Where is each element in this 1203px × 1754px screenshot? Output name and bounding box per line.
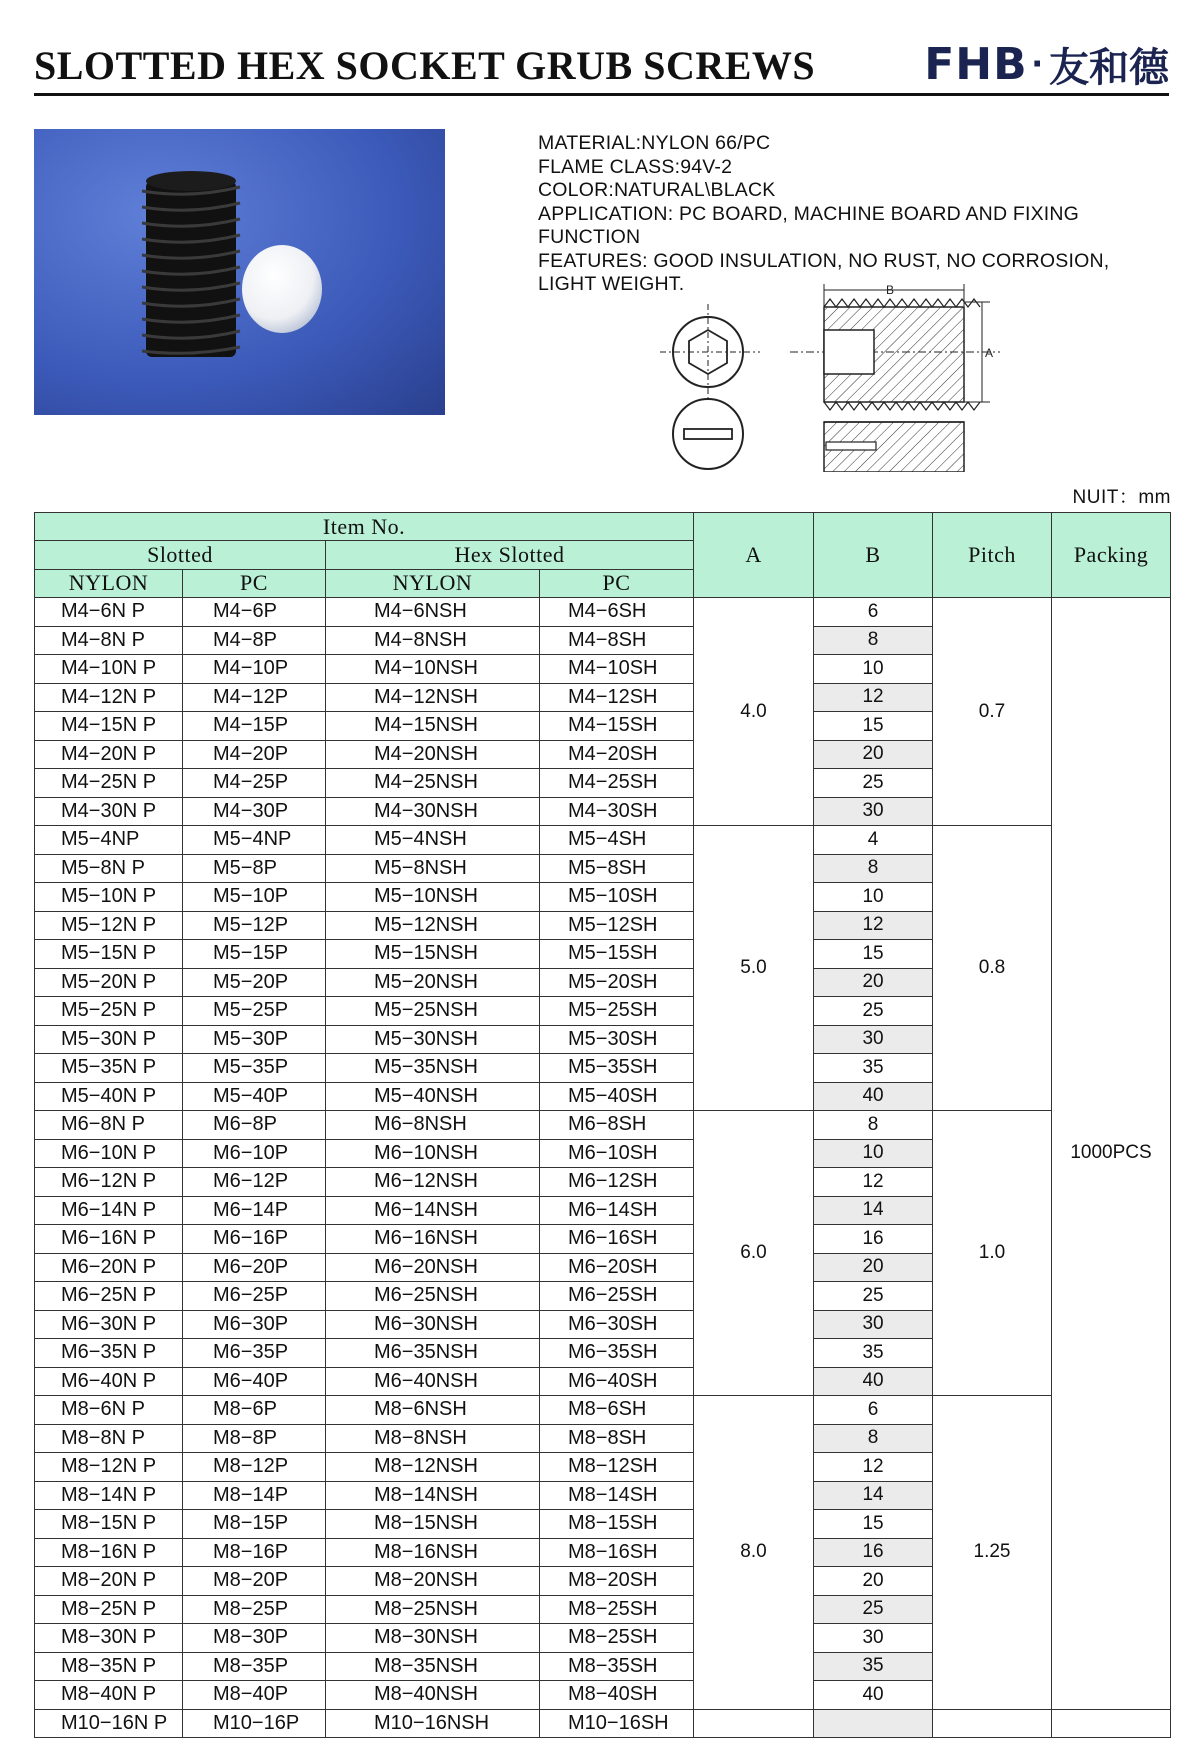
slotted-nylon-cell: M6−12N P (35, 1168, 183, 1197)
slotted-nylon-cell: M8−30N P (35, 1624, 183, 1653)
b-value-cell: 8 (814, 1424, 933, 1453)
b-value-cell: 35 (814, 1054, 933, 1083)
b-value-cell: 25 (814, 1282, 933, 1311)
hex-nylon-cell: M4−30NSH (326, 797, 540, 826)
table-row (35, 826, 1171, 855)
hex-pc-cell: M5−8SH (540, 854, 694, 883)
slotted-nylon-cell: M4−6N P (35, 598, 183, 627)
b-value-cell: 15 (814, 712, 933, 741)
hex-pc-cell: M6−25SH (540, 1282, 694, 1311)
b-value-cell: 20 (814, 1253, 933, 1282)
slotted-nylon-cell: M6−10N P (35, 1139, 183, 1168)
slotted-nylon-cell: M6−35N P (35, 1339, 183, 1368)
b-value-cell: 25 (814, 769, 933, 798)
unit-label: NUIT：mm (1072, 487, 1171, 508)
b-value-cell: 4 (814, 826, 933, 855)
hex-nylon-cell: M5−30NSH (326, 1025, 540, 1054)
b-value-cell: 14 (814, 1481, 933, 1510)
hex-pc-cell: M6−10SH (540, 1139, 694, 1168)
slotted-nylon-cell: M8−16N P (35, 1538, 183, 1567)
slotted-pc-cell: M8−6P (183, 1396, 326, 1425)
hex-nylon-cell: M8−14NSH (326, 1481, 540, 1510)
hex-pc-cell: M4−30SH (540, 797, 694, 826)
slotted-nylon-cell: M8−20N P (35, 1567, 183, 1596)
hex-pc-cell: M6−30SH (540, 1310, 694, 1339)
hex-nylon-cell: M4−15NSH (326, 712, 540, 741)
slotted-pc-cell: M6−14P (183, 1196, 326, 1225)
hex-nylon-cell: M5−4NSH (326, 826, 540, 855)
hex-nylon-cell: M6−40NSH (326, 1367, 540, 1396)
b-value-cell: 16 (814, 1538, 933, 1567)
hex-pc-cell: M5−12SH (540, 911, 694, 940)
slotted-pc-cell: M8−30P (183, 1624, 326, 1653)
hex-pc-cell: M8−14SH (540, 1481, 694, 1510)
slotted-pc-cell: M4−15P (183, 712, 326, 741)
slotted-nylon-cell: M5−15N P (35, 940, 183, 969)
hex-nylon-cell: M5−10NSH (326, 883, 540, 912)
hex-pc-cell: M8−12SH (540, 1453, 694, 1482)
hex-nylon-cell: M6−25NSH (326, 1282, 540, 1311)
slotted-pc-cell: M6−10P (183, 1139, 326, 1168)
side-section-lower (824, 422, 964, 472)
dim-label-b: B (886, 283, 895, 297)
hex-pc-cell: M5−40SH (540, 1082, 694, 1111)
hex-pc-cell: M10−16SH (540, 1709, 694, 1738)
b-value-cell: 30 (814, 1025, 933, 1054)
hex-pc-cell: M5−20SH (540, 968, 694, 997)
b-value-cell: 35 (814, 1652, 933, 1681)
slotted-nylon-cell: M5−4NP (35, 826, 183, 855)
hex-nylon-cell: M6−30NSH (326, 1310, 540, 1339)
slotted-pc-cell: M8−14P (183, 1481, 326, 1510)
b-value-cell: 12 (814, 1168, 933, 1197)
slotted-nylon-cell: M5−25N P (35, 997, 183, 1026)
slotted-pc-cell: M6−25P (183, 1282, 326, 1311)
side-section-upper (790, 284, 1000, 410)
slotted-nylon-cell: M4−20N P (35, 740, 183, 769)
spec-list (538, 132, 1178, 297)
hex-pc-cell: M8−35SH (540, 1652, 694, 1681)
table-row (35, 598, 1171, 627)
slotted-nylon-cell: M6−30N P (35, 1310, 183, 1339)
hex-nylon-cell: M4−20NSH (326, 740, 540, 769)
slotted-pc-cell: M4−30P (183, 797, 326, 826)
hex-pc-cell: M8−15SH (540, 1510, 694, 1539)
slotted-nylon-cell: M6−40N P (35, 1367, 183, 1396)
hex-pc-cell: M5−25SH (540, 997, 694, 1026)
hex-nylon-cell: M8−20NSH (326, 1567, 540, 1596)
table-row (35, 1111, 1171, 1140)
pitch-value-cell: 1.25 (933, 1396, 1052, 1710)
hex-nylon-cell: M5−25NSH (326, 997, 540, 1026)
slotted-pc-cell: M8−16P (183, 1538, 326, 1567)
logo-latin: FHB (924, 39, 1028, 90)
logo-cjk: 友和德 (1049, 45, 1169, 91)
slotted-pc-cell: M5−4NP (183, 826, 326, 855)
slotted-pc-cell: M6−30P (183, 1310, 326, 1339)
pitch-value-cell: 0.7 (933, 598, 1052, 826)
hex-end-view (660, 304, 760, 400)
hex-nylon-cell: M8−6NSH (326, 1396, 540, 1425)
hex-pc-cell: M5−10SH (540, 883, 694, 912)
hex-nylon-cell: M5−8NSH (326, 854, 540, 883)
slotted-nylon-cell: M6−20N P (35, 1253, 183, 1282)
pitch-value-cell (933, 1709, 1052, 1738)
slotted-nylon-cell: M5−30N P (35, 1025, 183, 1054)
slotted-pc-cell: M5−40P (183, 1082, 326, 1111)
hex-pc-cell: M4−15SH (540, 712, 694, 741)
slotted-nylon-cell: M10−16N P (35, 1709, 183, 1738)
hex-pc-cell: M8−20SH (540, 1567, 694, 1596)
b-value-cell: 35 (814, 1339, 933, 1368)
hex-pc-cell: M6−12SH (540, 1168, 694, 1197)
hex-nylon-cell: M8−30NSH (326, 1624, 540, 1653)
dim-label-a: A (985, 346, 994, 360)
packing-value-cell: 1000PCS (1052, 598, 1171, 1710)
hex-nylon-cell: M5−20NSH (326, 968, 540, 997)
hex-nylon-cell: M5−35NSH (326, 1054, 540, 1083)
a-value-cell: 4.0 (694, 598, 814, 826)
technical-drawing (660, 282, 1180, 477)
hex-pc-cell: M5−15SH (540, 940, 694, 969)
hex-pc-cell: M4−8SH (540, 626, 694, 655)
slotted-pc-cell: M8−20P (183, 1567, 326, 1596)
b-value-cell (814, 1709, 933, 1738)
slotted-nylon-cell: M8−15N P (35, 1510, 183, 1539)
slotted-pc-cell: M5−25P (183, 997, 326, 1026)
slotted-nylon-cell: M8−12N P (35, 1453, 183, 1482)
slotted-nylon-cell: M4−25N P (35, 769, 183, 798)
hex-pc-cell: M8−8SH (540, 1424, 694, 1453)
slotted-pc-cell: M6−35P (183, 1339, 326, 1368)
hex-pc-cell: M8−40SH (540, 1681, 694, 1710)
slotted-pc-cell: M5−8P (183, 854, 326, 883)
hex-pc-cell: M4−20SH (540, 740, 694, 769)
slotted-nylon-cell: M6−14N P (35, 1196, 183, 1225)
slotted-nylon-cell: M4−30N P (35, 797, 183, 826)
b-value-cell: 40 (814, 1367, 933, 1396)
hex-nylon-cell: M4−12NSH (326, 683, 540, 712)
hex-pc-cell: M6−14SH (540, 1196, 694, 1225)
slotted-pc-cell: M4−6P (183, 598, 326, 627)
slotted-nylon-cell: M6−16N P (35, 1225, 183, 1254)
header-packing: Packing (1052, 513, 1171, 598)
slotted-pc-cell: M6−16P (183, 1225, 326, 1254)
slotted-pc-cell: M5−30P (183, 1025, 326, 1054)
slotted-pc-cell: M5−10P (183, 883, 326, 912)
slotted-nylon-cell: M8−40N P (35, 1681, 183, 1710)
header-b: B (814, 513, 933, 598)
title-rule (34, 93, 1169, 96)
hex-nylon-cell: M4−8NSH (326, 626, 540, 655)
slotted-nylon-cell: M5−12N P (35, 911, 183, 940)
hex-pc-cell: M5−35SH (540, 1054, 694, 1083)
hex-nylon-cell: M8−15NSH (326, 1510, 540, 1539)
spec-features-cont: LIGHT WEIGHT. (538, 273, 685, 295)
table-body (35, 598, 1171, 1738)
a-value-cell: 5.0 (694, 826, 814, 1111)
hex-nylon-cell: M6−10NSH (326, 1139, 540, 1168)
hex-nylon-cell: M8−25NSH (326, 1595, 540, 1624)
a-value-cell: 8.0 (694, 1396, 814, 1710)
a-value-cell: 6.0 (694, 1111, 814, 1396)
b-value-cell: 20 (814, 740, 933, 769)
slotted-pc-cell: M6−8P (183, 1111, 326, 1140)
hex-nylon-cell: M5−12NSH (326, 911, 540, 940)
slotted-pc-cell: M5−35P (183, 1054, 326, 1083)
header-a: A (694, 513, 814, 598)
spec-application-cont: FUNCTION (538, 226, 641, 248)
hex-pc-cell: M8−25SH (540, 1624, 694, 1653)
hex-nylon-cell: M8−12NSH (326, 1453, 540, 1482)
hex-pc-cell: M6−20SH (540, 1253, 694, 1282)
b-value-cell: 12 (814, 683, 933, 712)
hex-pc-cell: M5−30SH (540, 1025, 694, 1054)
logo-dot: · (1031, 42, 1045, 86)
slotted-pc-cell: M6−40P (183, 1367, 326, 1396)
table-row (35, 1709, 1171, 1738)
slotted-nylon-cell: M8−8N P (35, 1424, 183, 1453)
b-value-cell: 12 (814, 911, 933, 940)
b-value-cell: 30 (814, 797, 933, 826)
hex-nylon-cell: M8−35NSH (326, 1652, 540, 1681)
slotted-pc-cell: M8−8P (183, 1424, 326, 1453)
header-slotted-nylon: NYLON (35, 569, 183, 598)
b-value-cell: 8 (814, 1111, 933, 1140)
header-hex-nylon: NYLON (326, 569, 540, 598)
hex-nylon-cell: M6−20NSH (326, 1253, 540, 1282)
slotted-pc-cell: M10−16P (183, 1709, 326, 1738)
slotted-nylon-cell: M6−8N P (35, 1111, 183, 1140)
hex-nylon-cell: M6−16NSH (326, 1225, 540, 1254)
hex-nylon-cell: M6−12NSH (326, 1168, 540, 1197)
a-value-cell (694, 1709, 814, 1738)
slotted-pc-cell: M8−12P (183, 1453, 326, 1482)
slotted-nylon-cell: M5−35N P (35, 1054, 183, 1083)
slotted-pc-cell: M5−20P (183, 968, 326, 997)
slotted-pc-cell: M8−15P (183, 1510, 326, 1539)
hex-pc-cell: M6−40SH (540, 1367, 694, 1396)
header-hex-slotted: Hex Slotted (326, 541, 694, 570)
slotted-pc-cell: M8−35P (183, 1652, 326, 1681)
slotted-pc-cell: M6−20P (183, 1253, 326, 1282)
header-item-no: Item No. (35, 513, 694, 541)
header-hex-pc: PC (540, 569, 694, 598)
slotted-nylon-cell: M8−14N P (35, 1481, 183, 1510)
slotted-pc-cell: M4−10P (183, 655, 326, 684)
b-value-cell: 40 (814, 1681, 933, 1710)
hex-pc-cell: M8−16SH (540, 1538, 694, 1567)
hex-pc-cell: M6−35SH (540, 1339, 694, 1368)
slotted-pc-cell: M5−12P (183, 911, 326, 940)
hex-nylon-cell: M4−6NSH (326, 598, 540, 627)
b-value-cell: 30 (814, 1310, 933, 1339)
spec-table (34, 512, 1171, 1738)
hex-pc-cell: M6−8SH (540, 1111, 694, 1140)
pitch-value-cell: 1.0 (933, 1111, 1052, 1396)
product-photo (34, 129, 445, 415)
b-value-cell: 25 (814, 997, 933, 1026)
hex-nylon-cell: M4−10NSH (326, 655, 540, 684)
slotted-nylon-cell: M4−15N P (35, 712, 183, 741)
header-pitch: Pitch (933, 513, 1052, 598)
slotted-nylon-cell: M4−10N P (35, 655, 183, 684)
hex-nylon-cell: M10−16NSH (326, 1709, 540, 1738)
slotted-nylon-cell: M4−12N P (35, 683, 183, 712)
hex-nylon-cell: M5−40NSH (326, 1082, 540, 1111)
slot-end-view (673, 399, 743, 469)
page-title: SLOTTED HEX SOCKET GRUB SCREWS (34, 43, 816, 88)
slotted-pc-cell: M6−12P (183, 1168, 326, 1197)
hex-nylon-cell: M6−14NSH (326, 1196, 540, 1225)
hex-nylon-cell: M6−8NSH (326, 1111, 540, 1140)
b-value-cell: 10 (814, 883, 933, 912)
b-value-cell: 10 (814, 655, 933, 684)
slotted-nylon-cell: M5−10N P (35, 883, 183, 912)
hex-nylon-cell: M6−35NSH (326, 1339, 540, 1368)
spec-material: MATERIAL:NYLON 66/PC (538, 132, 771, 154)
spec-features: FEATURES: GOOD INSULATION, NO RUST, NO CORROSION, (538, 249, 1110, 272)
slotted-nylon-cell: M8−35N P (35, 1652, 183, 1681)
b-value-cell: 15 (814, 1510, 933, 1539)
b-value-cell: 20 (814, 1567, 933, 1596)
b-value-cell: 14 (814, 1196, 933, 1225)
b-value-cell: 12 (814, 1453, 933, 1482)
hex-pc-cell: M4−12SH (540, 683, 694, 712)
slotted-pc-cell: M4−12P (183, 683, 326, 712)
spec-application: APPLICATION: PC BOARD, MACHINE BOARD AND FIXING (538, 202, 1080, 225)
hex-pc-cell: M5−4SH (540, 826, 694, 855)
header-slotted-pc: PC (183, 569, 326, 598)
slotted-pc-cell: M8−40P (183, 1681, 326, 1710)
spec-flame-class: FLAME CLASS:94V-2 (538, 155, 733, 178)
slotted-nylon-cell: M5−8N P (35, 854, 183, 883)
slotted-pc-cell: M4−25P (183, 769, 326, 798)
hex-pc-cell: M4−10SH (540, 655, 694, 684)
hex-pc-cell: M4−25SH (540, 769, 694, 798)
hex-nylon-cell: M5−15NSH (326, 940, 540, 969)
pitch-value-cell: 0.8 (933, 826, 1052, 1111)
hex-pc-cell: M8−25SH (540, 1595, 694, 1624)
hex-pc-cell: M6−16SH (540, 1225, 694, 1254)
b-value-cell: 16 (814, 1225, 933, 1254)
b-value-cell: 8 (814, 854, 933, 883)
slotted-pc-cell: M4−20P (183, 740, 326, 769)
slotted-nylon-cell: M5−40N P (35, 1082, 183, 1111)
b-value-cell: 20 (814, 968, 933, 997)
b-value-cell: 6 (814, 598, 933, 627)
b-value-cell: 10 (814, 1139, 933, 1168)
b-value-cell: 8 (814, 626, 933, 655)
hex-nylon-cell: M4−25NSH (326, 769, 540, 798)
hex-pc-cell: M8−6SH (540, 1396, 694, 1425)
hex-nylon-cell: M8−16NSH (326, 1538, 540, 1567)
b-value-cell: 30 (814, 1624, 933, 1653)
packing-empty-cell (1052, 1709, 1171, 1738)
header-slotted: Slotted (35, 541, 326, 570)
table-row (35, 1396, 1171, 1425)
b-value-cell: 6 (814, 1396, 933, 1425)
b-value-cell: 25 (814, 1595, 933, 1624)
slotted-nylon-cell: M8−6N P (35, 1396, 183, 1425)
b-value-cell: 40 (814, 1082, 933, 1111)
slotted-nylon-cell: M4−8N P (35, 626, 183, 655)
slotted-pc-cell: M5−15P (183, 940, 326, 969)
hex-nylon-cell: M8−8NSH (326, 1424, 540, 1453)
b-value-cell: 15 (814, 940, 933, 969)
spec-color: COLOR:NATURAL\BLACK (538, 179, 776, 201)
company-logo (924, 36, 1169, 93)
slotted-nylon-cell: M6−25N P (35, 1282, 183, 1311)
hex-pc-cell: M4−6SH (540, 598, 694, 627)
slotted-pc-cell: M4−8P (183, 626, 326, 655)
hex-nylon-cell: M8−40NSH (326, 1681, 540, 1710)
slotted-pc-cell: M8−25P (183, 1595, 326, 1624)
slotted-nylon-cell: M8−25N P (35, 1595, 183, 1624)
slotted-nylon-cell: M5−20N P (35, 968, 183, 997)
